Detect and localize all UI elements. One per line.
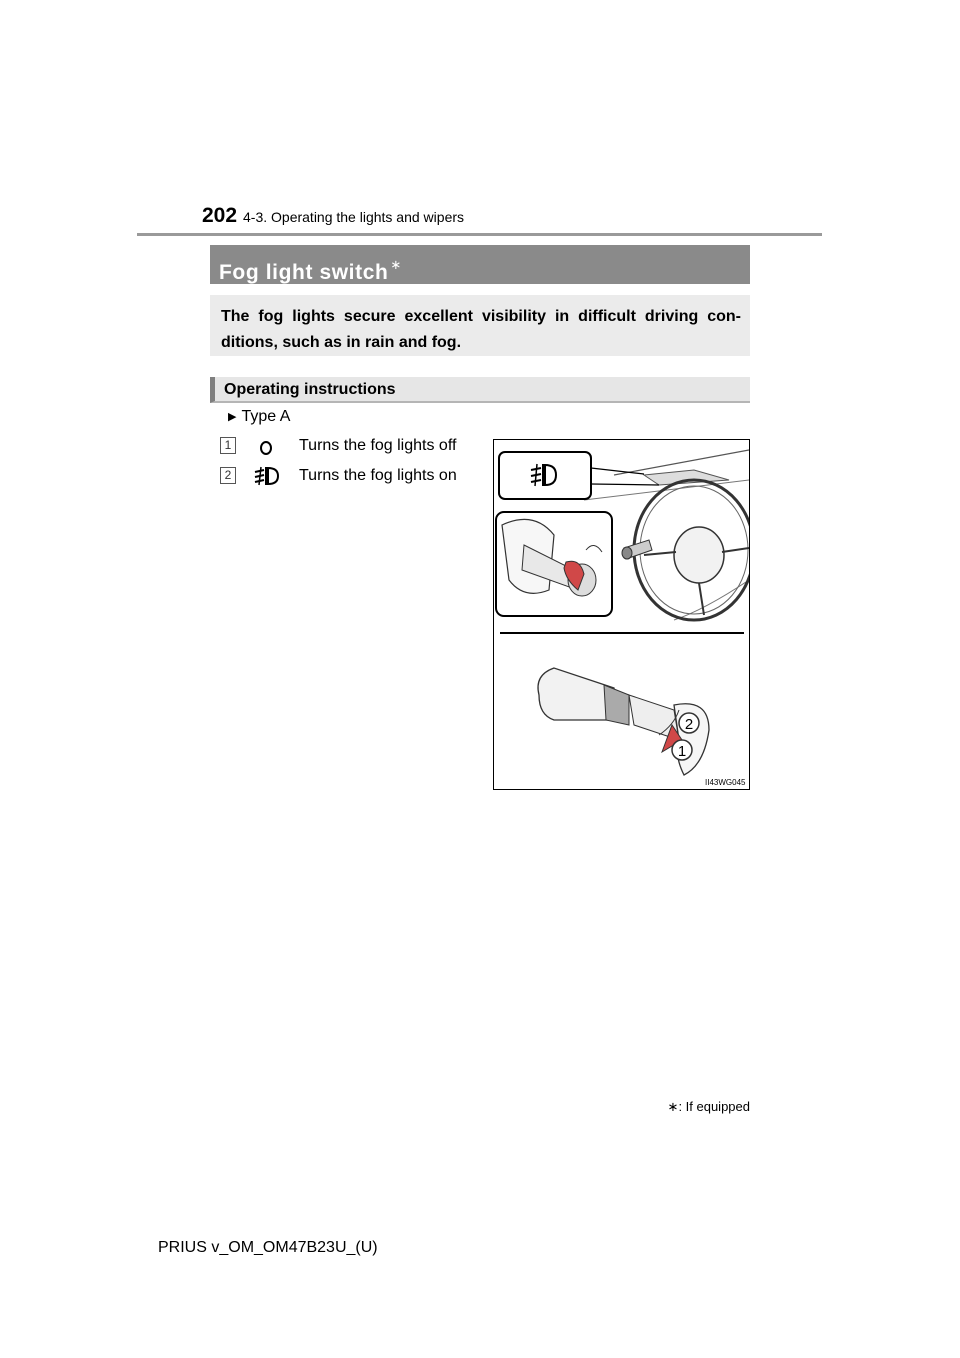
step-number: 1 [220, 437, 236, 454]
section-title: 4-3. Operating the lights and wipers [243, 209, 465, 225]
type-label-text: Type A [241, 408, 291, 425]
triangle-bullet-icon: ▶ [228, 411, 237, 423]
footnote-text: : If equipped [678, 1099, 750, 1114]
intro-box [210, 295, 750, 356]
footnote-marker: ∗ [667, 1099, 679, 1114]
if-equipped-marker: ∗ [390, 257, 402, 272]
callout-1: 1 [677, 743, 687, 760]
section-heading [210, 377, 750, 403]
section-heading-text: Operating instructions [224, 381, 396, 398]
page-number: 202 [202, 204, 238, 227]
footnote [668, 1099, 750, 1115]
document-code: PRIUS v_OM_OM47B23U_(U) [158, 1239, 378, 1256]
fog-light-on-icon [252, 465, 282, 487]
step-text: Turns the fog lights on [299, 467, 457, 484]
step-number: 2 [220, 467, 236, 484]
header-divider [137, 233, 822, 236]
type-label [228, 408, 290, 426]
page-title-text: Fog light switch [219, 261, 389, 284]
figure-code: II43WG045 [705, 778, 746, 787]
intro-text: The fog lights secure excellent visibility in difficult driving con-ditions, such as in rain and fog. [221, 308, 741, 351]
page-title [210, 245, 750, 284]
step-text: Turns the fog lights off [299, 437, 457, 454]
callout-2: 2 [684, 716, 694, 733]
fog-light-switch-illustration [493, 439, 750, 790]
fog-light-off-icon [256, 440, 276, 456]
